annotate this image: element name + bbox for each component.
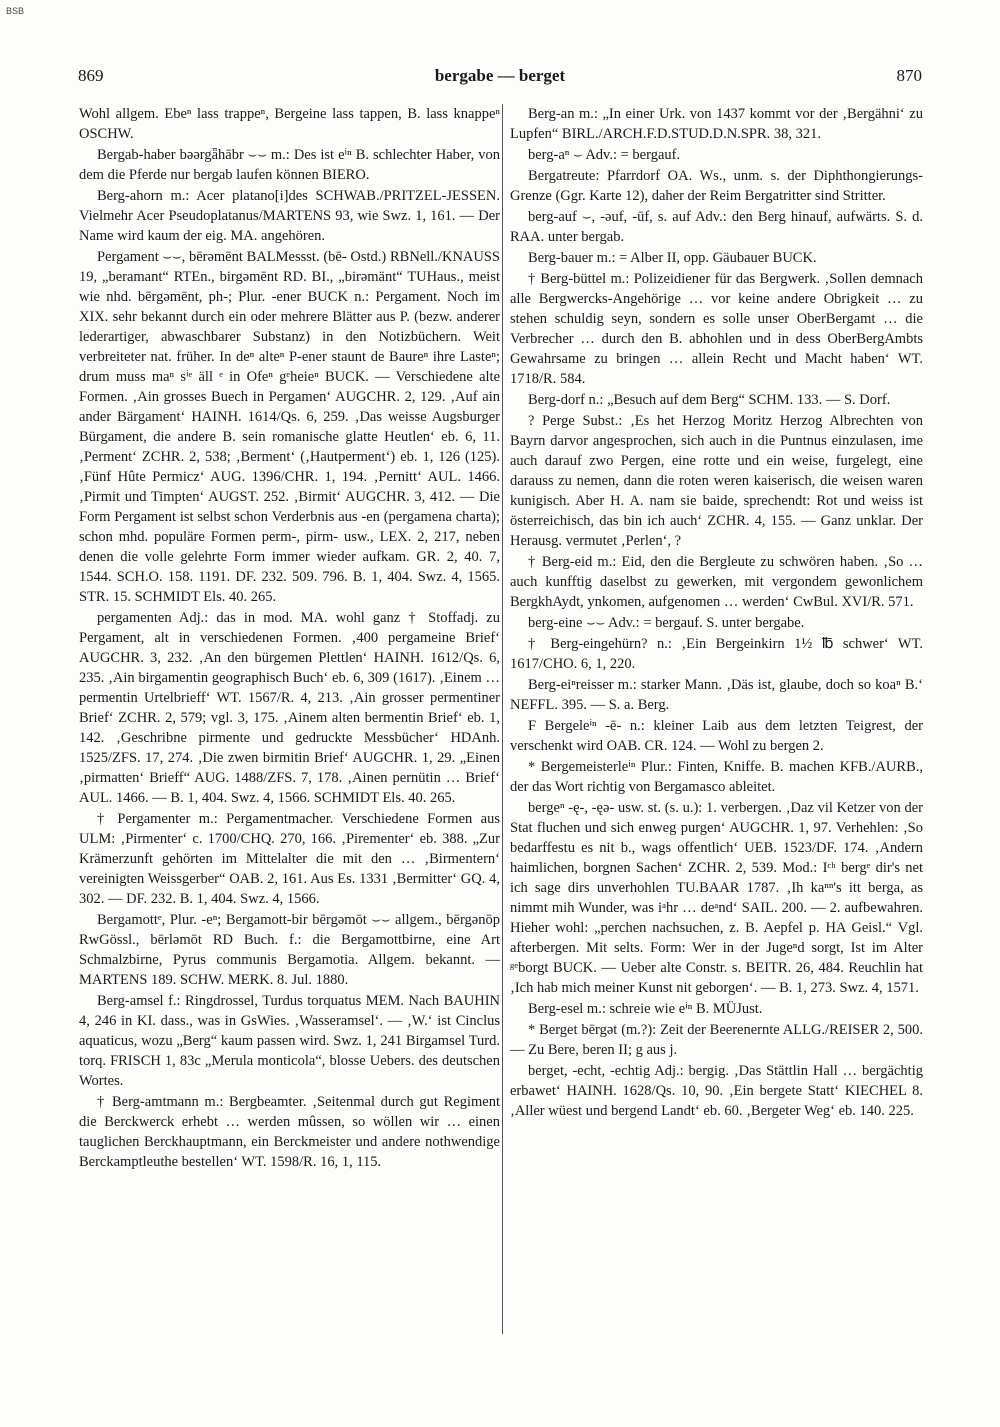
dictionary-entry: Berg-dorf n.: „Besuch auf dem Berg“ SCHM. 133. — S. Dorf. <box>528 392 891 408</box>
dictionary-entry: bergeⁿ -ę-, -ęə- usw. st. (s. u.): 1. verbergen. ‚Daz vil Ketzer von der Stat fluchen und sich enweg purgen‘ AUGCHR. 1, 97. Verhehlen: ‚So bedarffestu es nit b., wags offentlich‘ UEB. 1523/DF. 174. ‚Andern haimlichen, borgnen Sachen‘ ZCHR. 2, 539. Mod.: Iᶜʰ bergᵉ dir's net ich sage dirs unverhohlen TU.BAAR 1787. ‚Ih kaⁿⁿ's itt berga, as nimmt mih Wunder, was iᵃhr … deᵃnd‘ SAIL. 200. — 2. aufbewahren. Hieher wohl: „perchen nachsuchen, z. B. Aepfel p. HA Geisl.“ Vgl. afterbergen. Mit selts. Form: Wer in der Jugeⁿd sorgt, Ist im Alter ᵍᵉborgt BUCK. — Ueber alte Constr. s. BEITR. 26, 484. Reuchlin hat ‚Ich hab mich meiner Kunst nit geborgen‘. — B. 1, 273. Swz. 4, 1571. <box>510 800 923 996</box>
dictionary-entry: Bergab-haber bəərgǟhābr ⌣⌣ m.: Des ist eⁱⁿ B. schlechter Haber, von dem die Pferde nur bergab laufen können BIERO. <box>79 147 500 183</box>
dictionary-entry: Bergamottᵉ, Plur. -eⁿ; Bergamott-bir bērgəmōt ⌣⌣ allgem., bērgənōp RwGössl., bērləmōt RD Buch. f.: die Bergamottbirne, eine Art Schmalzbirne, Pyrus communis Bergamotia. Allgem. bekannt. — MARTENS 189. SCHW. MERK. 8. Jul. 1880. <box>79 912 500 988</box>
right-column <box>510 104 923 1334</box>
dictionary-entry: * Bergemeisterleⁱⁿ Plur.: Finten, Kniffe. B. machen KFB./AURB., der das Wort richtig von Bergamasco ableitet. <box>510 759 923 795</box>
dictionary-entry: berg-eine ⌣⌣ Adv.: = bergauf. S. unter bergabe. <box>528 615 805 631</box>
dictionary-entry: F Bergeleⁱⁿ -ē- n.: kleiner Laib aus dem letzten Teigrest, der verschenkt wird OAB. CR. 124. — Wohl zu bergen 2. <box>510 718 923 754</box>
dictionary-entry: berg-aⁿ ⌣ Adv.: = bergauf. <box>528 147 681 163</box>
dictionary-entry: ? Perge Subst.: ‚Es het Herzog Moritz Herzog Albrechten von Bayrn darvor angesprochen, sich auch in die Puntnus einzulasen, ime auch darauf zwo Pergen, eine rotte und ein weise, furgelegt, eine darauss zu nemen, dann die roten weren kaiserisch, die weisen waren kunigisch. Aber H. A. nam sie baide, sprechendt: Rot und weiss ist österreichisch, das bin ich auch‘ ZCHR. 4, 155. — Ganz unklar. Der Herausg. vermutet ‚Perlen‘, ? <box>510 413 923 549</box>
dictionary-entry: Wohl allgem. Ebeⁿ lass trappeⁿ, Bergeine lass tappen, B. lass knappeⁿ OSCHW. <box>79 106 500 142</box>
dictionary-entry: Berg-an m.: „In einer Urk. von 1437 kommt vor der ‚Bergähni‘ zu Lupfen“ BIRL./ARCH.F.D.STUD.D.N.SPR. 38, 321. <box>510 106 923 142</box>
page-number-right: 870 <box>896 66 922 85</box>
dictionary-entry: Pergament ⌣⌣, bērəmēnt BALMessst. (bē- Ostd.) RBNell./KNAUSS 19, „beramant“ RTEn., birgəmēnt RD. BI., „birəmänt“ TUHaus., meist wie nhd. bērgəmēnt, ph-; Plur. -ener BUCK n.: Pergament. Noch im XIX. sehr bekannt durch ein oder mehrere Blätter aus P. (bezw. anderer lederartiger, abwaschbarer Substanz) in den Notizbüchern. Weit verbreiteter nat. früher. In deⁿ alteⁿ P-ener staunt de Baureⁿ ihre Lasteⁿ; drum muss maⁿ sⁱᵉ äll ᵉ in Ofeⁿ gᵉheieⁿ BUCK. — Verschiedene alte Formen. ‚Ain grosses Buech in Pergamen‘ AUGCHR. 2, 129. ‚Auf ain ander Bärgament‘ HAINH. 1614/Qs. 6, 259. ‚Das weisse Augsburger Bürgament, die andere B. sein romanische glatte Heutlen‘ eb. 6, 11. ‚Perment‘ ZCHR. 2, 538; ‚Berment‘ (‚Hautperment‘) eb. 1, 126 (125). ‚Fünf Hûte Permicz‘ AUG. 1396/CHR. 1, 194. ‚Pernitt‘ AUL. 1466. ‚Pirmit und Timpten‘ AUGST. 252. ‚Birmit‘ AUGCHR. 3, 412. — Die Form Pergament ist selbst schon Verderbnis aus -en (pergamena charta); schon mhd. populäre Formen perm-, pirm- usw., LEX. 2, 217, neben denen die volle gelehrte Form immer wieder aufkam. GR. 2, 40. 7, 1544. SCH.O. 158. 1191. DF. 232. 509. 796. B. 1, 404. Swz. 4, 1565. STR. 15. SCHMIDT Els. 40. 265. <box>79 249 500 605</box>
dictionary-entry: Berg-amsel f.: Ringdrossel, Turdus torquatus MEM. Nach BAUHIN 4, 246 in KI. dass., was in GsWies. ‚Wasseramsel‘. — ‚W.‘ ist Cinclus aquaticus, wozu „Berg“ kaum passen wird. Swz. 1, 241 Birgamsel Turd. torq. FRISCH 1, 83c „Merula monticola“, blosse Uebers. des deutschen Wortes. <box>79 993 500 1089</box>
dictionary-entry: berg-auf ⌣, -əuf, -ūf, s. auf Adv.: den Berg hinauf, aufwärts. S. d. RAA. unter bergab. <box>510 209 923 245</box>
dictionary-entry: † Berg-amtmann m.: Bergbeamter. ‚Seitenmal durch gut Regiment die Berckwerck erhebt … werden mûssen, so wöllen wir … einen tauglichen Berckhauptmann, ein Berckmeister und andere nothwendige Berckamptleuthe bestellen‘ WT. 1598/R. 16, 1, 115. <box>79 1094 500 1170</box>
dictionary-entry: † Berg-eingehürn? n.: ‚Ein Bergeinkirn 1½ ℔ schwer‘ WT. 1617/CHO. 6, 1, 220. <box>510 636 923 672</box>
left-column <box>79 104 500 1334</box>
dictionary-entry: Berg-bauer m.: = Alber II, opp. Gäubauer BUCK. <box>528 250 817 266</box>
dictionary-entry: † Pergamenter m.: Pergamentmacher. Verschiedene Formen aus ULM: ‚Pirmenter‘ c. 1700/CHQ. 270, 166. ‚Pirementer‘ eb. 388. „Zur Krämerzunft gehörten im Mittelalter die mit den … ‚Birmentern‘ vereinigten Weissgerber“ OAB. 2, 161. Aus Es. 1331 ‚Bermitter‘ GQ. 4, 302. — DF. 232. B. 1, 404. Swz. 4, 1566. <box>79 811 500 907</box>
dictionary-entry: pergamenten Adj.: das in mod. MA. wohl ganz † Stoffadj. zu Pergament, alt in verschiedenen Formen. ‚400 pergameine Brief‘ AUGCHR. 3, 232. ‚An den bürgemen Plettlen‘ HAINH. 1612/Qs. 6, 235. ‚Ain birgamentin geographisch Buch‘ eb. 6, 309 (1617). ‚Einem … permentin Urtelbrieff‘ WT. 1567/R. 4, 213. ‚Ain grosser permentiner Brief‘ ZCHR. 2, 579; vgl. 3, 175. ‚Ainem alten bermentin Brief‘ eb. 1, 142. ‚Geschribne pirmente und gedruckte Messbücher‘ HDAnh. 1525/ZFS. 17, 274. ‚Die zwen birmitin Brief‘ AUGCHR. 1, 29. „Einen ‚pirmatten‘ Brieff“ AUG. 1488/ZFS. 7, 178. ‚Ainen pernütin … Brief‘ AUL. 1466. — B. 1, 404. Swz. 4, 1566. SCHMIDT Els. 40. 265. <box>79 610 500 806</box>
page-number-left: 869 <box>78 66 104 85</box>
dictionary-entry: * Berget bērgət (m.?): Zeit der Beerenernte ALLG./REISER 2, 500. — Zu Bere, beren II; g aus j. <box>510 1022 923 1058</box>
dictionary-entry: Bergatreute: Pfarrdorf OA. Ws., unm. s. der Diphthongierungs-Grenze (Ggr. Karte 12), daher der Reim Bergatritter sind Stritter. <box>510 168 923 204</box>
dictionary-entry: berget, -echt, -echtig Adj.: bergig. ‚Das Stättlin Hall … bergächtig erbawet‘ HAINH. 1628/Qs. 10, 90. ‚Ein bergete Statt‘ KIECHEL 8. ‚Aller wüest und bergend Landt‘ eb. 60. ‚Bergeter Weg‘ eb. 140. 225. <box>510 1063 923 1119</box>
dictionary-entry: Berg-esel m.: schreie wie eⁱⁿ B. MÜJust. <box>528 1001 763 1017</box>
running-head <box>78 66 922 90</box>
dictionary-entry: Berg-eiⁿreisser m.: starker Mann. ‚Däs ist, glaube, doch so koaⁿ B.‘ NEFFL. 395. — S. a. Berg. <box>510 677 923 713</box>
dictionary-entry: † Berg-büttel m.: Polizeidiener für das Bergwerk. ‚Sollen demnach alle Bergwercks-Angehörige … vor keine andere Obrigkeit … zu stehen schuldig seyn, sondern es solle unser OberBergamt … die Verbrecher … durch den B. abhohlen und in dess OberBergAmbts Gewahrsame zu bringen … allein Recht und Macht haben‘ WT. 1718/R. 584. <box>510 271 923 387</box>
dictionary-entry: Berg-ahorn m.: Acer platano[i]des SCHWAB./PRITZEL-JESSEN. Vielmehr Acer Pseudoplatanus/MARTENS 93, wie Swz. 1, 161. — Der Name wird kaum der eig. MA. angehören. <box>79 188 500 244</box>
column-divider <box>502 104 503 1334</box>
dictionary-entry: † Berg-eid m.: Eid, den die Bergleute zu schwören haben. ‚So … auch kunfftig daselbst zu gewerken, mit vergondem gewonlichem BergkhAydt, ynkomen, aufgenomen … werden‘ CwBul. XVI/R. 571. <box>510 554 923 610</box>
running-title: bergabe — berget <box>434 66 566 85</box>
library-mark: BSB <box>6 6 25 16</box>
